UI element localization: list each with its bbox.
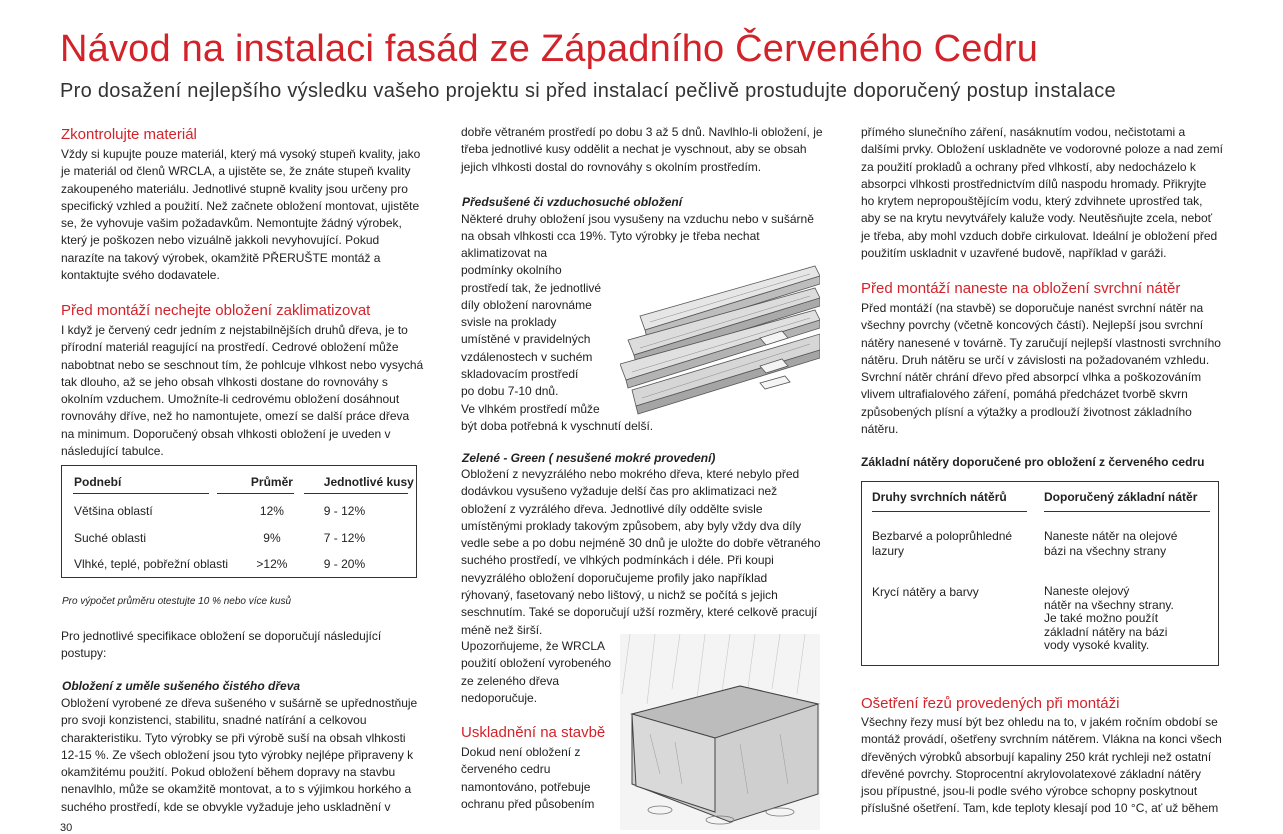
moisture-table xyxy=(61,465,417,578)
section-text-storage: Dokud není obložení z červeného cedru namontováno, potřebuje ochranu před působením xyxy=(461,745,595,811)
table-rule xyxy=(217,493,294,494)
table-header: Doporučený základní nátěr xyxy=(1044,490,1198,504)
page-subtitle: Pro dosažení nejlepšího výsledku vašeho projektu si před instalací pečlivě prostudujte doporučený postup instalace xyxy=(60,80,1116,102)
table-row: Suché oblasti 9% 7 - 12% xyxy=(74,531,366,545)
table-row: Většina oblastí 12% 9 - 12% xyxy=(74,504,366,518)
table2-title: Základní nátěry doporučené pro obložení z červeného cedru xyxy=(861,455,1205,469)
table-cell: Bezbarvé a poloprůhledné lazury xyxy=(872,529,1013,558)
stacked-boards-illustration xyxy=(620,258,820,428)
section-text-cut-ends: Všechny řezy musí být bez ohledu na to, v jakém ročním období se montáž provádí, ošetřeny svrchním nátěrem. Vlákna na konci všech dřevěných výrobků absorbují kapaliny 250 krát rychleji než ostatní dřevěné povrchy. Stoprocentní akrylovolatexové základní nátěry jsou přípustné, jsou-li podle svého výrobce schopny poskytnout příslušné ošetření. Tam, kde teploty klesají pod 10 °C, ať už během xyxy=(861,715,1222,816)
section-text-kiln-dried: Obložení vyrobené ze dřeva sušeného v sušárně se upřednostňuje pro svoji konzistenci, stabilitu, snadné natírání a celkovou charakteristiku. Tyto výrobky se při výrobě suší na obsah vlhkosti 12-15 %. Ze všech obložení jsou tyto výrobky nejlépe připraveny k okamžitému použití. Pokud obložení během dopravy na stavbu nenavlhlo, může se okamžitě montovat, a to s výjimkou horkého a suchého prostředí, kde se obvykle vyžaduje jeho uskladnění v xyxy=(61,696,418,814)
section-heading-check-material: Zkontrolujte materiál xyxy=(61,126,197,143)
section-heading-storage: Uskladnění na stavbě xyxy=(461,724,606,741)
section-text-air-dried-narrow: aklimatizovat na podmínky okolního prostředí tak, že jednotlivé díly obložení narovnáme svisle na proklady umístěné v pravidelných vzdálenostech v suchém skladovacím prostředí po dobu 7-10 dnů. Ve vlhkém prostředí může být doba potřebná k vyschnutí delší. xyxy=(461,246,654,433)
section-text-storage-continued: přímého slunečního záření, nasáknutím vodou, nečistotami a dalšími prvky. Obložení uskladněte ve vodorovné poloze a nad zemí za použití prokladů a ochrany před vlhkostí, aby nedocházelo k absorpci vlhkosti prostřednictvím dílů naspodu hromady. Přikryjte ho krytem nepropouštějícím vodu, který zdvihnete uprostřed tak, aby se na krytu nevytvářely kaluže vody. Neutěsňujte zcela, neboť je třeba, aby mohl vzduch dobře cirkulovat. Ideální je obložení před použitím uskladnit v uzavřené budově, například v garáži. xyxy=(861,125,1223,261)
page-number: 30 xyxy=(60,822,73,834)
covered-storage-illustration xyxy=(620,634,820,830)
subheading-air-dried: Předsušené či vzduchosuché obložení xyxy=(462,195,683,209)
section-text-continued: dobře větraném prostředí po dobu 3 až 5 dnů. Navlhlo-li obložení, je třeba jednotlivé kusy oddělit a nechat je vyschnout, aby se obsah jejich vlhkosti dostal do rovnováhy s okolním prostředím. xyxy=(461,125,823,174)
table-row: Vlhké, teplé, pobřežní oblasti >12% 9 - 20% xyxy=(74,557,366,572)
table-note: Pro výpočet průměru otestujte 10 % nebo více kusů xyxy=(62,596,292,607)
subheading-green: Zelené - Green ( nesušené mokré provedení) xyxy=(462,451,716,465)
subheading-kiln-dried: Obložení z uměle sušeného čistého dřeva xyxy=(62,679,301,693)
table-rule xyxy=(872,511,1027,512)
section-heading-cut-ends: Ošetření řezů provedených při montáži xyxy=(861,695,1120,712)
primer-table xyxy=(861,481,1219,666)
table-rule xyxy=(73,493,209,494)
section-text-air-dried: Některé druhy obložení jsou vysušeny na vzduchu nebo v sušárně na obsah vlhkosti cca 19%. Tyto výrobky je třeba nechat xyxy=(461,212,814,244)
section-heading-acclimatize: Před montáží nechejte obložení zaklimatizovat xyxy=(61,302,371,319)
section-text-green-note: Upozorňujeme, že WRCLA použití obložení vyrobeného ze zeleného dřeva nedoporučuje. xyxy=(461,639,612,705)
table-cell: Naneste olejový nátěr na všechny strany. Je také možno použít základní nátěry na bázi vody vysoké kvality. xyxy=(1044,584,1174,652)
table-rule xyxy=(1044,511,1210,512)
page-title: Návod na instalaci fasád ze Západního Červeného Cedru xyxy=(60,28,1039,70)
table-header: Průměr xyxy=(250,474,293,489)
section-text-topcoat: Před montáží (na stavbě) se doporučuje nanést svrchní nátěr na všechny povrchy (včetně koncových částí). Nejlepší jsou svrchní nátěry nanesené v továrně. Ty zaručují nejlepší vlastnosti svrchního nátěru. Druh nátěru se určí v závislosti na požadovaném vzhledu. Svrchní nátěr chrání dřevo před absorpcí vlhka a poškozováním vlivem ultrafialového záření, pomáhá předcházet tvorbě skvrn způsobených plísní a výtažky a prodlouží životnost základního nátěru. xyxy=(861,301,1221,437)
section-heading-topcoat: Před montáží naneste na obložení svrchní nátěr xyxy=(861,280,1181,297)
section-text-check-material: Vždy si kupujte pouze materiál, který má vysoký stupeň kvality, jako je materiál od členů WRCLA, a ujistěte se, že znáte stupeň kvality zakoupeného materiálu. Jednotlivé stupně kvality jsou určeny pro specifický vzhled a použití. Než začnete obložení montovat, ujistěte se, že vyhovuje vašim požadavkům. Nemontujte žádný výrobek, který je poškozen nebo vizuálně jakkoli nevyhovující. Pokud narazíte na takový výrobek, okamžitě PŘERUŠTE montáž a kontaktujte svého dodavatele. xyxy=(61,147,421,283)
table-header: Podnebí xyxy=(74,474,122,489)
table-header: Druhy svrchních nátěrů xyxy=(872,490,1007,504)
table-header: Jednotlivé kusy xyxy=(323,474,414,489)
table-cell: Naneste nátěr na olejové bázi na všechny strany xyxy=(1044,529,1178,558)
section-text-acclimatize: I když je červený cedr jedním z nejstabilnějších druhů dřeva, je to přírodní materiál reagující na prostředí. Cedrové obložení může nabobtnat nebo se seschnout tím, že pohlcuje vlhkost nebo vysychá tak dlouho, až se jeho obsah vlhkosti dostane do rovnováhy s okolním vzduchem. Umožníte-li cedrovému obložení dosáhnout rovnováhy dříve, než ho namontujete, omezí se další práce dřeva na minimum. Doporučený obsah vlhkosti obložení je uveden v následující tabulce. xyxy=(61,323,424,459)
table-rule xyxy=(304,493,408,494)
section-text-green: Obložení z nevyzrálého nebo mokrého dřeva, které nebylo před dodávkou vysušeno vyžaduje delší čas pro aklimatizaci než obložení z vyzrálého dřeva. Jednotlivé díly oddělte svisle umístěnými proklady takovým způsobem, aby byly vždy dva díly vedle sebe a po dobu nejméně 30 dnů je uložte do dobře větraného suchého prostředí, ve vlhkých podmínkách i déle. Při koupi nevyzrálého obložení doporučujeme profily jako například rýhovaný, fasetovaný nebo lištový, u nichž se počítá s jejich seschnutím. Také se doporučují užší rozměry, které celkově pracují méně než širší. xyxy=(461,467,821,637)
spec-intro: Pro jednotlivé specifikace obložení se doporučují následující postupy: xyxy=(61,629,382,661)
table-cell: Krycí nátěry a barvy xyxy=(872,585,979,599)
